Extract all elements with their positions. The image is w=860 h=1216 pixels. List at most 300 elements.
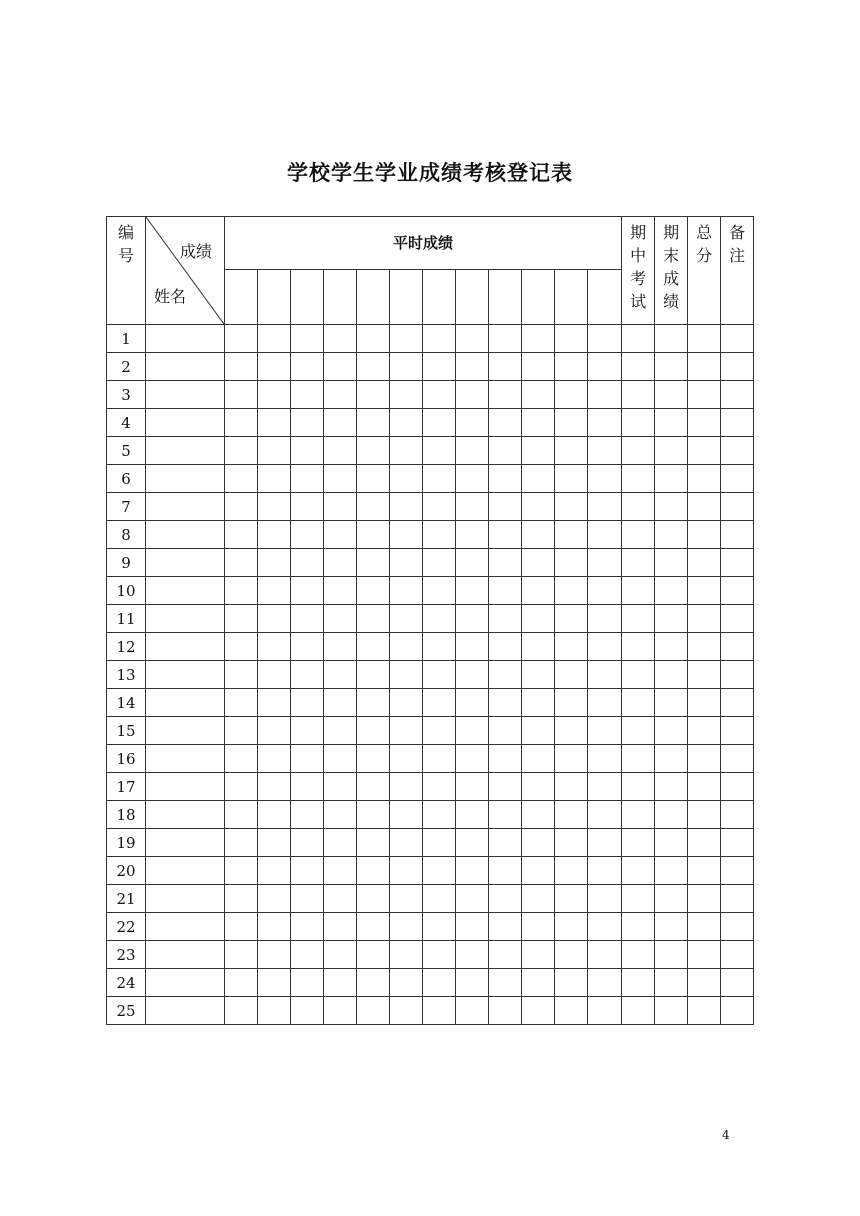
midterm-cell[interactable] (622, 969, 655, 997)
regular-score-cell[interactable] (456, 633, 489, 661)
regular-score-cell[interactable] (390, 689, 423, 717)
regular-score-cell[interactable] (489, 745, 522, 773)
regular-score-cell[interactable] (291, 465, 324, 493)
remarks-cell[interactable] (721, 465, 754, 493)
midterm-cell[interactable] (622, 689, 655, 717)
regular-score-cell[interactable] (489, 325, 522, 353)
regular-score-cell[interactable] (423, 941, 456, 969)
regular-score-cell[interactable] (588, 913, 622, 941)
regular-score-cell[interactable] (588, 325, 622, 353)
regular-score-cell[interactable] (423, 325, 456, 353)
regular-score-cell[interactable] (324, 745, 357, 773)
regular-score-cell[interactable] (489, 409, 522, 437)
regular-score-cell[interactable] (423, 857, 456, 885)
regular-score-cell[interactable] (324, 801, 357, 829)
regular-score-cell[interactable] (555, 885, 588, 913)
regular-score-cell[interactable] (225, 437, 258, 465)
regular-score-cell[interactable] (357, 409, 390, 437)
regular-score-cell[interactable] (291, 829, 324, 857)
name-cell[interactable] (146, 717, 225, 745)
remarks-cell[interactable] (721, 689, 754, 717)
regular-score-cell[interactable] (225, 409, 258, 437)
total-cell[interactable] (688, 661, 721, 689)
regular-score-cell[interactable] (456, 689, 489, 717)
midterm-cell[interactable] (622, 549, 655, 577)
final-cell[interactable] (655, 969, 688, 997)
regular-score-cell[interactable] (588, 521, 622, 549)
regular-score-cell[interactable] (291, 689, 324, 717)
remarks-cell[interactable] (721, 437, 754, 465)
remarks-cell[interactable] (721, 549, 754, 577)
regular-score-cell[interactable] (522, 381, 555, 409)
regular-score-cell[interactable] (390, 605, 423, 633)
regular-score-cell[interactable] (522, 353, 555, 381)
regular-score-cell[interactable] (258, 465, 291, 493)
regular-score-cell[interactable] (555, 521, 588, 549)
regular-score-cell[interactable] (489, 633, 522, 661)
regular-score-cell[interactable] (522, 717, 555, 745)
final-cell[interactable] (655, 353, 688, 381)
regular-score-cell[interactable] (522, 913, 555, 941)
regular-score-cell[interactable] (423, 997, 456, 1025)
regular-score-cell[interactable] (423, 521, 456, 549)
regular-score-cell[interactable] (324, 997, 357, 1025)
midterm-cell[interactable] (622, 605, 655, 633)
final-cell[interactable] (655, 549, 688, 577)
regular-score-cell[interactable] (291, 409, 324, 437)
regular-score-cell[interactable] (489, 353, 522, 381)
regular-score-cell[interactable] (456, 325, 489, 353)
regular-score-cell[interactable] (522, 773, 555, 801)
regular-score-cell[interactable] (291, 885, 324, 913)
regular-score-cell[interactable] (555, 745, 588, 773)
total-cell[interactable] (688, 717, 721, 745)
final-cell[interactable] (655, 437, 688, 465)
regular-score-cell[interactable] (390, 773, 423, 801)
regular-score-cell[interactable] (324, 465, 357, 493)
regular-score-cell[interactable] (324, 633, 357, 661)
remarks-cell[interactable] (721, 829, 754, 857)
remarks-cell[interactable] (721, 801, 754, 829)
regular-score-cell[interactable] (423, 717, 456, 745)
regular-score-cell[interactable] (456, 437, 489, 465)
regular-score-cell[interactable] (291, 857, 324, 885)
total-cell[interactable] (688, 549, 721, 577)
regular-score-cell[interactable] (423, 493, 456, 521)
regular-score-cell[interactable] (324, 409, 357, 437)
regular-score-cell[interactable] (456, 801, 489, 829)
regular-score-cell[interactable] (357, 465, 390, 493)
regular-score-cell[interactable] (291, 633, 324, 661)
final-cell[interactable] (655, 885, 688, 913)
total-cell[interactable] (688, 521, 721, 549)
total-cell[interactable] (688, 941, 721, 969)
regular-score-cell[interactable] (390, 353, 423, 381)
regular-score-cell[interactable] (489, 689, 522, 717)
regular-score-cell[interactable] (588, 829, 622, 857)
name-cell[interactable] (146, 661, 225, 689)
total-cell[interactable] (688, 437, 721, 465)
regular-score-cell[interactable] (225, 885, 258, 913)
regular-score-cell[interactable] (423, 465, 456, 493)
regular-score-cell[interactable] (258, 829, 291, 857)
regular-score-cell[interactable] (588, 633, 622, 661)
regular-score-cell[interactable] (456, 353, 489, 381)
regular-score-cell[interactable] (522, 409, 555, 437)
regular-score-cell[interactable] (324, 325, 357, 353)
remarks-cell[interactable] (721, 661, 754, 689)
total-cell[interactable] (688, 325, 721, 353)
regular-score-cell[interactable] (357, 857, 390, 885)
regular-score-cell[interactable] (357, 437, 390, 465)
regular-score-cell[interactable] (291, 913, 324, 941)
final-cell[interactable] (655, 913, 688, 941)
regular-score-cell[interactable] (258, 745, 291, 773)
regular-score-cell[interactable] (258, 549, 291, 577)
name-cell[interactable] (146, 773, 225, 801)
regular-score-cell[interactable] (423, 913, 456, 941)
final-cell[interactable] (655, 689, 688, 717)
midterm-cell[interactable] (622, 437, 655, 465)
final-cell[interactable] (655, 605, 688, 633)
regular-score-cell[interactable] (225, 717, 258, 745)
regular-score-cell[interactable] (324, 913, 357, 941)
regular-score-cell[interactable] (423, 885, 456, 913)
regular-score-cell[interactable] (456, 521, 489, 549)
regular-score-cell[interactable] (291, 717, 324, 745)
total-cell[interactable] (688, 493, 721, 521)
regular-score-cell[interactable] (324, 605, 357, 633)
regular-score-cell[interactable] (588, 409, 622, 437)
regular-score-cell[interactable] (390, 633, 423, 661)
regular-score-cell[interactable] (357, 493, 390, 521)
remarks-cell[interactable] (721, 605, 754, 633)
remarks-cell[interactable] (721, 773, 754, 801)
regular-score-cell[interactable] (357, 577, 390, 605)
regular-score-cell[interactable] (456, 549, 489, 577)
regular-score-cell[interactable] (390, 801, 423, 829)
regular-score-cell[interactable] (588, 465, 622, 493)
regular-score-cell[interactable] (489, 465, 522, 493)
regular-score-cell[interactable] (456, 941, 489, 969)
regular-score-cell[interactable] (456, 885, 489, 913)
regular-score-cell[interactable] (291, 941, 324, 969)
regular-score-cell[interactable] (390, 829, 423, 857)
total-cell[interactable] (688, 773, 721, 801)
regular-score-cell[interactable] (456, 829, 489, 857)
regular-score-cell[interactable] (555, 409, 588, 437)
regular-score-cell[interactable] (324, 661, 357, 689)
regular-score-cell[interactable] (588, 493, 622, 521)
regular-score-cell[interactable] (555, 577, 588, 605)
regular-score-cell[interactable] (390, 885, 423, 913)
regular-score-cell[interactable] (456, 605, 489, 633)
regular-score-cell[interactable] (522, 745, 555, 773)
final-cell[interactable] (655, 801, 688, 829)
regular-score-cell[interactable] (291, 801, 324, 829)
total-cell[interactable] (688, 577, 721, 605)
regular-score-cell[interactable] (324, 941, 357, 969)
regular-score-cell[interactable] (357, 353, 390, 381)
name-cell[interactable] (146, 353, 225, 381)
regular-score-cell[interactable] (522, 857, 555, 885)
regular-score-cell[interactable] (522, 941, 555, 969)
regular-score-cell[interactable] (225, 829, 258, 857)
regular-score-cell[interactable] (390, 661, 423, 689)
regular-score-cell[interactable] (423, 689, 456, 717)
regular-score-cell[interactable] (588, 717, 622, 745)
final-cell[interactable] (655, 997, 688, 1025)
regular-score-cell[interactable] (423, 549, 456, 577)
regular-score-cell[interactable] (390, 437, 423, 465)
remarks-cell[interactable] (721, 941, 754, 969)
regular-score-cell[interactable] (357, 745, 390, 773)
remarks-cell[interactable] (721, 633, 754, 661)
regular-score-cell[interactable] (423, 801, 456, 829)
regular-score-cell[interactable] (522, 969, 555, 997)
final-cell[interactable] (655, 829, 688, 857)
regular-score-cell[interactable] (522, 689, 555, 717)
regular-score-cell[interactable] (258, 885, 291, 913)
regular-score-cell[interactable] (489, 997, 522, 1025)
regular-score-cell[interactable] (357, 913, 390, 941)
regular-score-cell[interactable] (324, 689, 357, 717)
regular-score-cell[interactable] (225, 381, 258, 409)
total-cell[interactable] (688, 745, 721, 773)
regular-score-cell[interactable] (357, 969, 390, 997)
regular-score-cell[interactable] (555, 493, 588, 521)
regular-score-cell[interactable] (555, 829, 588, 857)
regular-score-cell[interactable] (588, 437, 622, 465)
total-cell[interactable] (688, 605, 721, 633)
name-cell[interactable] (146, 605, 225, 633)
regular-score-cell[interactable] (390, 549, 423, 577)
midterm-cell[interactable] (622, 521, 655, 549)
regular-score-cell[interactable] (489, 913, 522, 941)
regular-score-cell[interactable] (555, 465, 588, 493)
regular-score-cell[interactable] (423, 773, 456, 801)
regular-score-cell[interactable] (357, 885, 390, 913)
final-cell[interactable] (655, 633, 688, 661)
name-cell[interactable] (146, 577, 225, 605)
regular-score-cell[interactable] (390, 325, 423, 353)
midterm-cell[interactable] (622, 381, 655, 409)
name-cell[interactable] (146, 325, 225, 353)
remarks-cell[interactable] (721, 717, 754, 745)
regular-score-cell[interactable] (324, 577, 357, 605)
total-cell[interactable] (688, 829, 721, 857)
regular-score-cell[interactable] (555, 549, 588, 577)
regular-score-cell[interactable] (390, 409, 423, 437)
regular-score-cell[interactable] (291, 773, 324, 801)
regular-score-cell[interactable] (291, 997, 324, 1025)
regular-score-cell[interactable] (324, 437, 357, 465)
regular-score-cell[interactable] (324, 381, 357, 409)
regular-score-cell[interactable] (522, 997, 555, 1025)
regular-score-cell[interactable] (522, 829, 555, 857)
regular-score-cell[interactable] (258, 969, 291, 997)
regular-score-cell[interactable] (291, 353, 324, 381)
regular-score-cell[interactable] (588, 577, 622, 605)
regular-score-cell[interactable] (555, 605, 588, 633)
regular-score-cell[interactable] (390, 913, 423, 941)
remarks-cell[interactable] (721, 997, 754, 1025)
regular-score-cell[interactable] (555, 381, 588, 409)
regular-score-cell[interactable] (258, 493, 291, 521)
regular-score-cell[interactable] (588, 941, 622, 969)
regular-score-cell[interactable] (258, 437, 291, 465)
regular-score-cell[interactable] (225, 801, 258, 829)
regular-score-cell[interactable] (291, 605, 324, 633)
regular-score-cell[interactable] (225, 465, 258, 493)
regular-score-cell[interactable] (258, 325, 291, 353)
regular-score-cell[interactable] (555, 997, 588, 1025)
regular-score-cell[interactable] (390, 577, 423, 605)
regular-score-cell[interactable] (522, 885, 555, 913)
name-cell[interactable] (146, 465, 225, 493)
regular-score-cell[interactable] (357, 549, 390, 577)
regular-score-cell[interactable] (324, 493, 357, 521)
midterm-cell[interactable] (622, 717, 655, 745)
regular-score-cell[interactable] (324, 521, 357, 549)
regular-score-cell[interactable] (225, 605, 258, 633)
total-cell[interactable] (688, 353, 721, 381)
regular-score-cell[interactable] (390, 381, 423, 409)
regular-score-cell[interactable] (291, 661, 324, 689)
regular-score-cell[interactable] (588, 689, 622, 717)
regular-score-cell[interactable] (522, 465, 555, 493)
regular-score-cell[interactable] (324, 969, 357, 997)
regular-score-cell[interactable] (489, 549, 522, 577)
regular-score-cell[interactable] (588, 605, 622, 633)
name-cell[interactable] (146, 801, 225, 829)
regular-score-cell[interactable] (456, 969, 489, 997)
regular-score-cell[interactable] (555, 913, 588, 941)
regular-score-cell[interactable] (225, 913, 258, 941)
final-cell[interactable] (655, 521, 688, 549)
regular-score-cell[interactable] (225, 353, 258, 381)
regular-score-cell[interactable] (225, 689, 258, 717)
regular-score-cell[interactable] (588, 969, 622, 997)
regular-score-cell[interactable] (225, 661, 258, 689)
regular-score-cell[interactable] (225, 773, 258, 801)
regular-score-cell[interactable] (390, 465, 423, 493)
regular-score-cell[interactable] (357, 605, 390, 633)
final-cell[interactable] (655, 577, 688, 605)
midterm-cell[interactable] (622, 465, 655, 493)
regular-score-cell[interactable] (258, 661, 291, 689)
name-cell[interactable] (146, 997, 225, 1025)
regular-score-cell[interactable] (258, 717, 291, 745)
regular-score-cell[interactable] (324, 829, 357, 857)
regular-score-cell[interactable] (258, 689, 291, 717)
regular-score-cell[interactable] (291, 577, 324, 605)
total-cell[interactable] (688, 913, 721, 941)
regular-score-cell[interactable] (489, 521, 522, 549)
regular-score-cell[interactable] (456, 577, 489, 605)
name-cell[interactable] (146, 969, 225, 997)
regular-score-cell[interactable] (390, 941, 423, 969)
midterm-cell[interactable] (622, 633, 655, 661)
final-cell[interactable] (655, 493, 688, 521)
remarks-cell[interactable] (721, 969, 754, 997)
regular-score-cell[interactable] (423, 633, 456, 661)
regular-score-cell[interactable] (456, 913, 489, 941)
midterm-cell[interactable] (622, 493, 655, 521)
regular-score-cell[interactable] (357, 633, 390, 661)
regular-score-cell[interactable] (357, 773, 390, 801)
remarks-cell[interactable] (721, 521, 754, 549)
regular-score-cell[interactable] (489, 381, 522, 409)
regular-score-cell[interactable] (588, 745, 622, 773)
name-cell[interactable] (146, 885, 225, 913)
name-cell[interactable] (146, 745, 225, 773)
regular-score-cell[interactable] (357, 997, 390, 1025)
final-cell[interactable] (655, 745, 688, 773)
final-cell[interactable] (655, 325, 688, 353)
remarks-cell[interactable] (721, 885, 754, 913)
midterm-cell[interactable] (622, 773, 655, 801)
final-cell[interactable] (655, 717, 688, 745)
regular-score-cell[interactable] (588, 381, 622, 409)
midterm-cell[interactable] (622, 997, 655, 1025)
regular-score-cell[interactable] (357, 941, 390, 969)
regular-score-cell[interactable] (423, 829, 456, 857)
regular-score-cell[interactable] (225, 521, 258, 549)
midterm-cell[interactable] (622, 577, 655, 605)
name-cell[interactable] (146, 857, 225, 885)
regular-score-cell[interactable] (357, 829, 390, 857)
regular-score-cell[interactable] (258, 857, 291, 885)
regular-score-cell[interactable] (555, 353, 588, 381)
regular-score-cell[interactable] (324, 353, 357, 381)
regular-score-cell[interactable] (555, 773, 588, 801)
regular-score-cell[interactable] (588, 857, 622, 885)
regular-score-cell[interactable] (225, 577, 258, 605)
regular-score-cell[interactable] (225, 969, 258, 997)
final-cell[interactable] (655, 409, 688, 437)
regular-score-cell[interactable] (588, 353, 622, 381)
regular-score-cell[interactable] (423, 437, 456, 465)
final-cell[interactable] (655, 465, 688, 493)
regular-score-cell[interactable] (423, 577, 456, 605)
total-cell[interactable] (688, 885, 721, 913)
regular-score-cell[interactable] (291, 549, 324, 577)
final-cell[interactable] (655, 857, 688, 885)
regular-score-cell[interactable] (456, 381, 489, 409)
regular-score-cell[interactable] (489, 801, 522, 829)
regular-score-cell[interactable] (588, 885, 622, 913)
regular-score-cell[interactable] (522, 549, 555, 577)
regular-score-cell[interactable] (225, 997, 258, 1025)
final-cell[interactable] (655, 941, 688, 969)
regular-score-cell[interactable] (357, 521, 390, 549)
regular-score-cell[interactable] (456, 773, 489, 801)
regular-score-cell[interactable] (291, 437, 324, 465)
regular-score-cell[interactable] (522, 605, 555, 633)
total-cell[interactable] (688, 857, 721, 885)
regular-score-cell[interactable] (522, 325, 555, 353)
regular-score-cell[interactable] (522, 493, 555, 521)
regular-score-cell[interactable] (258, 381, 291, 409)
regular-score-cell[interactable] (324, 717, 357, 745)
regular-score-cell[interactable] (291, 325, 324, 353)
name-cell[interactable] (146, 689, 225, 717)
remarks-cell[interactable] (721, 577, 754, 605)
name-cell[interactable] (146, 493, 225, 521)
regular-score-cell[interactable] (225, 549, 258, 577)
regular-score-cell[interactable] (588, 801, 622, 829)
